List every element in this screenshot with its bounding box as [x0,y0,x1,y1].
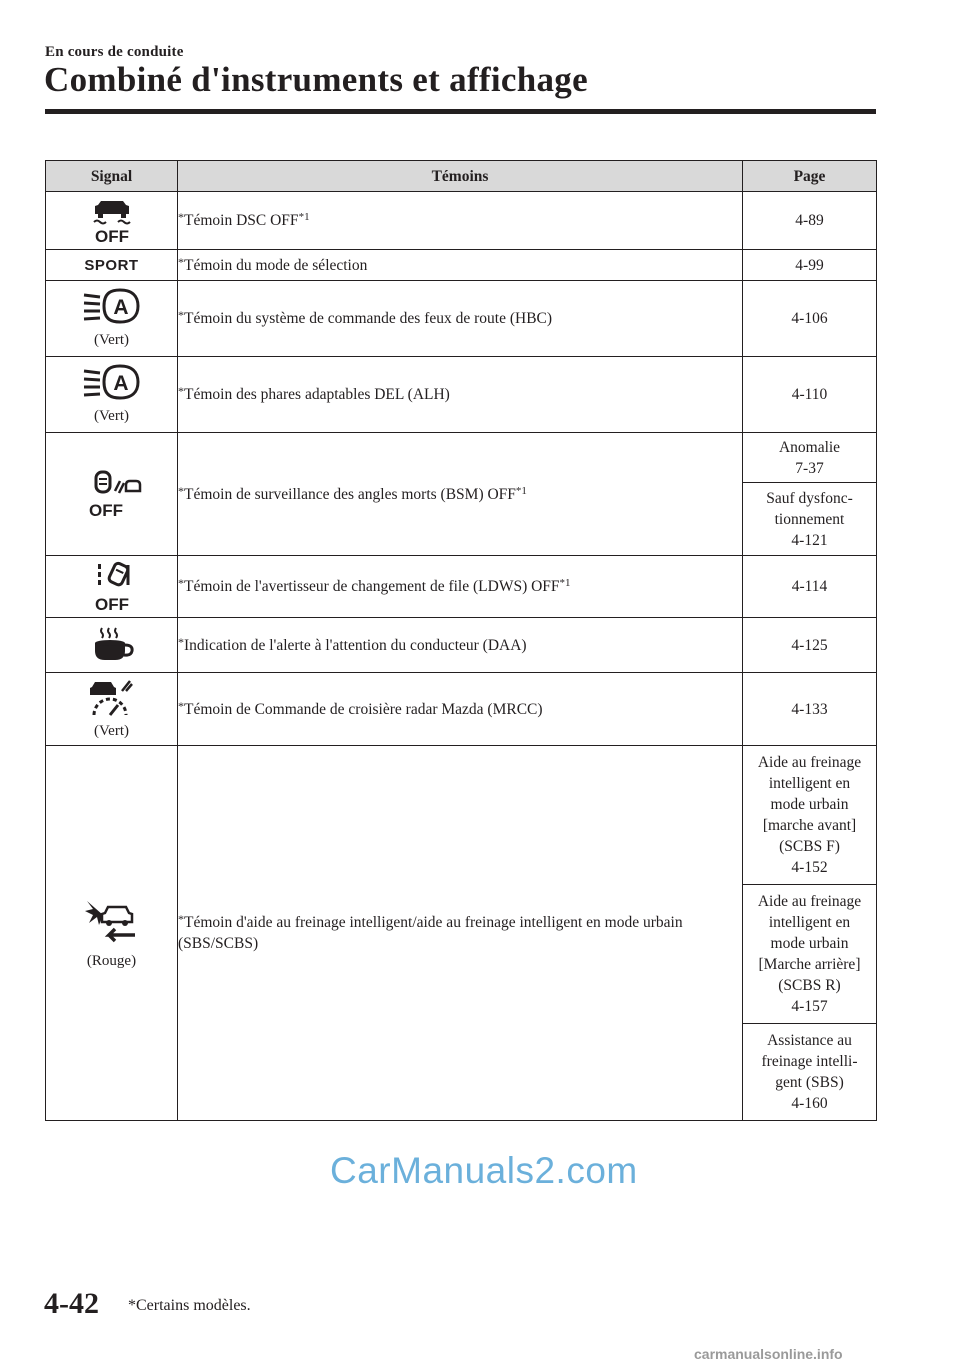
table-row [46,250,877,281]
page-cell: Assistance au freinage intelli- gent (SBS) 4-160 [743,1024,877,1121]
page-cell: 4-99 [743,250,877,281]
color-note: (Vert) [94,332,129,348]
page-title: Combiné d'instruments et affichage [44,60,588,99]
smart-brake-icon [81,895,143,947]
page-cell: 4-133 [743,673,877,746]
blind-spot-off-icon [82,469,142,519]
column-header-page: Page [743,161,877,192]
page-cell: Sauf dysfonc- tionnement 4-121 [743,483,877,556]
svg-text:OFF: OFF [94,594,129,613]
lane-departure-off-icon [84,561,140,613]
table-row [46,618,877,673]
description-cell: *Témoin de surveillance des angles morts (BSM) OFF$^{*1}$ [178,433,743,556]
signal-cell [46,673,178,746]
page-cell: 4-114 [743,556,877,618]
warning-lights-table [45,160,877,1121]
page-cell: 4-106 [743,281,877,357]
radar-cruise-icon [82,677,142,717]
signal-cell [46,250,178,281]
sport-mode-icon: SPORT [84,256,139,274]
signal-cell [46,746,178,1121]
svg-text:A: A [112,372,129,395]
description-cell: *Témoin de Commande de croisière radar Mazda (MRCC) [178,673,743,746]
coffee-cup-icon [87,625,137,665]
svg-text:A: A [112,296,129,319]
table-row [46,433,877,483]
table-row [46,281,877,357]
table-header-row [46,161,877,192]
table-row [46,556,877,618]
description-cell: *Témoin des phares adaptables DEL (ALH) [178,357,743,433]
description-cell: *Témoin de l'avertisseur de changement de file (LDWS) OFF$^{*1}$ [178,556,743,618]
page-cell: Aide au freinage intelligent en mode urbain [Marche arrière] (SCBS R) 4-157 [743,885,877,1024]
table-row [46,746,877,885]
signal-cell [46,556,178,618]
page-cell: 4-89 [743,192,877,250]
description-cell: *Témoin du système de commande des feux de route (HBC) [178,281,743,357]
high-beam-auto-icon [80,286,144,326]
signal-cell [46,357,178,433]
watermark: CarManuals2.com [330,1150,638,1191]
color-note: (Rouge) [86,952,137,969]
description-cell: *Indication de l'alerte à l'attention du conducteur (DAA) [178,618,743,673]
column-header-signal: Signal [46,161,178,192]
color-note: (Vert) [94,722,129,739]
table-row [46,357,877,433]
svg-text:OFF: OFF [94,226,129,244]
column-header-temoins: Témoins [178,161,743,192]
page-cell: 4-110 [743,357,877,433]
table-row [46,673,877,746]
signal-cell [46,433,178,556]
car-skid-off-icon [84,198,140,244]
site-watermark: carmanualsonline.info [694,1346,843,1362]
signal-cell [46,618,178,673]
page-cell: Anomalie 7-37 [743,433,877,483]
adaptive-headlight-icon [80,362,144,402]
color-note: (Vert) [94,408,129,424]
signal-cell [46,192,178,250]
description-cell: *Témoin d'aide au freinage intelligent/aide au freinage intelligent en mode urbain (SBS/SCBS) [178,746,743,1121]
table-row [46,192,877,250]
page-cell: 4-125 [743,618,877,673]
svg-text:OFF: OFF [88,501,123,519]
description-cell: *Témoin du mode de sélection [178,250,743,281]
signal-cell [46,281,178,357]
section-label: En cours de conduite [45,44,184,60]
page-number: 4-42 [44,1287,99,1320]
page-cell: Aide au freinage intelligent en mode urbain [marche avant] (SCBS F) 4-152 [743,746,877,885]
footnote: *Certains modèles. [128,1297,251,1314]
description-cell: *Témoin DSC OFF$^{*1}$ [178,192,743,250]
title-rule [45,109,876,114]
